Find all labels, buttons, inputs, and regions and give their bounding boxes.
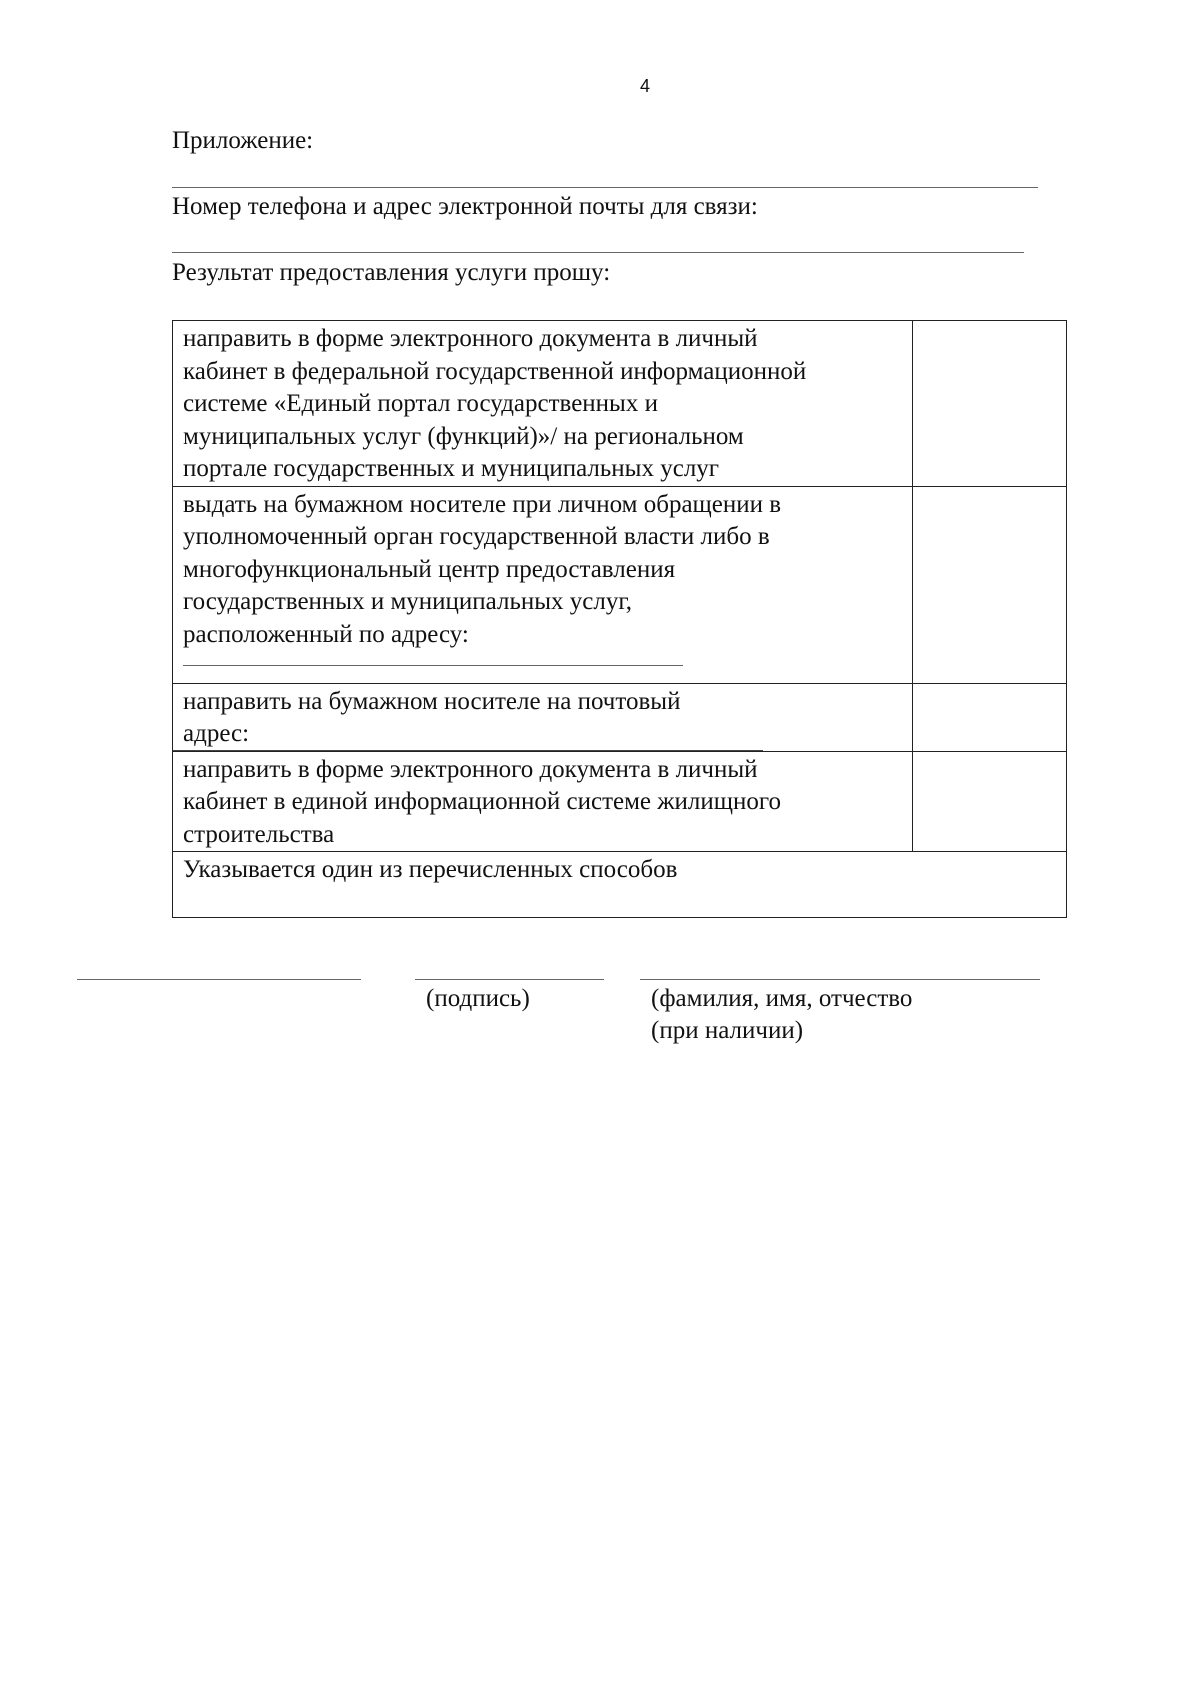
option-note-text: Указывается один из перечисленных способов (183, 856, 678, 883)
page-number: 4 (640, 76, 651, 96)
result-label: Результат предоставления услуги прошу: (172, 259, 611, 286)
option-line: портале государственных и муниципальных услуг (183, 455, 720, 482)
option-line: направить в форме электронного документа в личный (183, 755, 758, 783)
option-line: кабинет в единой информационной системе жилищного (183, 788, 782, 815)
option-line: уполномоченный орган государственной власти либо в (183, 523, 770, 550)
option-row-electronic-portal (173, 321, 1067, 487)
option-row-paper-in-person (173, 486, 1067, 683)
option-note (173, 852, 1067, 918)
option-line: выдать на бумажном носителе при личном обращении в (183, 490, 782, 518)
date-field-line[interactable] (77, 979, 361, 980)
option-line: государственных и муниципальных услуг, (183, 588, 633, 615)
option-checkbox-cell[interactable] (913, 486, 1067, 683)
postal-address-field-line[interactable] (173, 750, 763, 751)
signature-caption: (подпись) (426, 985, 530, 1012)
option-checkbox-cell[interactable] (913, 683, 1067, 751)
signature-field-line[interactable] (415, 979, 604, 980)
full-name-caption-note: (при наличии) (651, 1017, 804, 1044)
option-text (173, 683, 913, 751)
option-line: строительства (183, 820, 335, 848)
attachment-field-line[interactable] (172, 187, 1038, 188)
full-name-caption: (фамилия, имя, отчество (651, 985, 913, 1012)
option-row-housing-system (173, 751, 1067, 852)
option-line: муниципальных услуг (функций)»/ на региональном (183, 422, 744, 450)
option-line: многофункциональный центр предоставления (183, 555, 676, 583)
contact-field-line[interactable] (172, 252, 1024, 253)
contact-label: Номер телефона и адрес электронной почты для связи: (172, 193, 758, 220)
delivery-options-table (172, 320, 1067, 918)
option-checkbox-cell[interactable] (913, 321, 1067, 487)
attachment-label: Приложение: (172, 127, 314, 154)
option-text (173, 486, 913, 683)
option-row-postal (173, 683, 1067, 751)
option-line: расположенный по адресу: (183, 620, 469, 648)
option-line: направить в форме электронного документа в личный (183, 325, 758, 352)
option-text (173, 751, 913, 852)
full-name-field-line[interactable] (640, 979, 1040, 980)
option-checkbox-cell[interactable] (913, 751, 1067, 852)
address-field-line[interactable] (183, 665, 683, 666)
option-line: направить на бумажном носителе на почтовый (183, 687, 681, 715)
option-line: адрес: (183, 720, 250, 747)
option-note-row (173, 852, 1067, 918)
option-text (173, 321, 913, 487)
option-line: кабинет в федеральной государственной информационной (183, 357, 807, 385)
option-line: системе «Единый портал государственных и (183, 390, 658, 417)
